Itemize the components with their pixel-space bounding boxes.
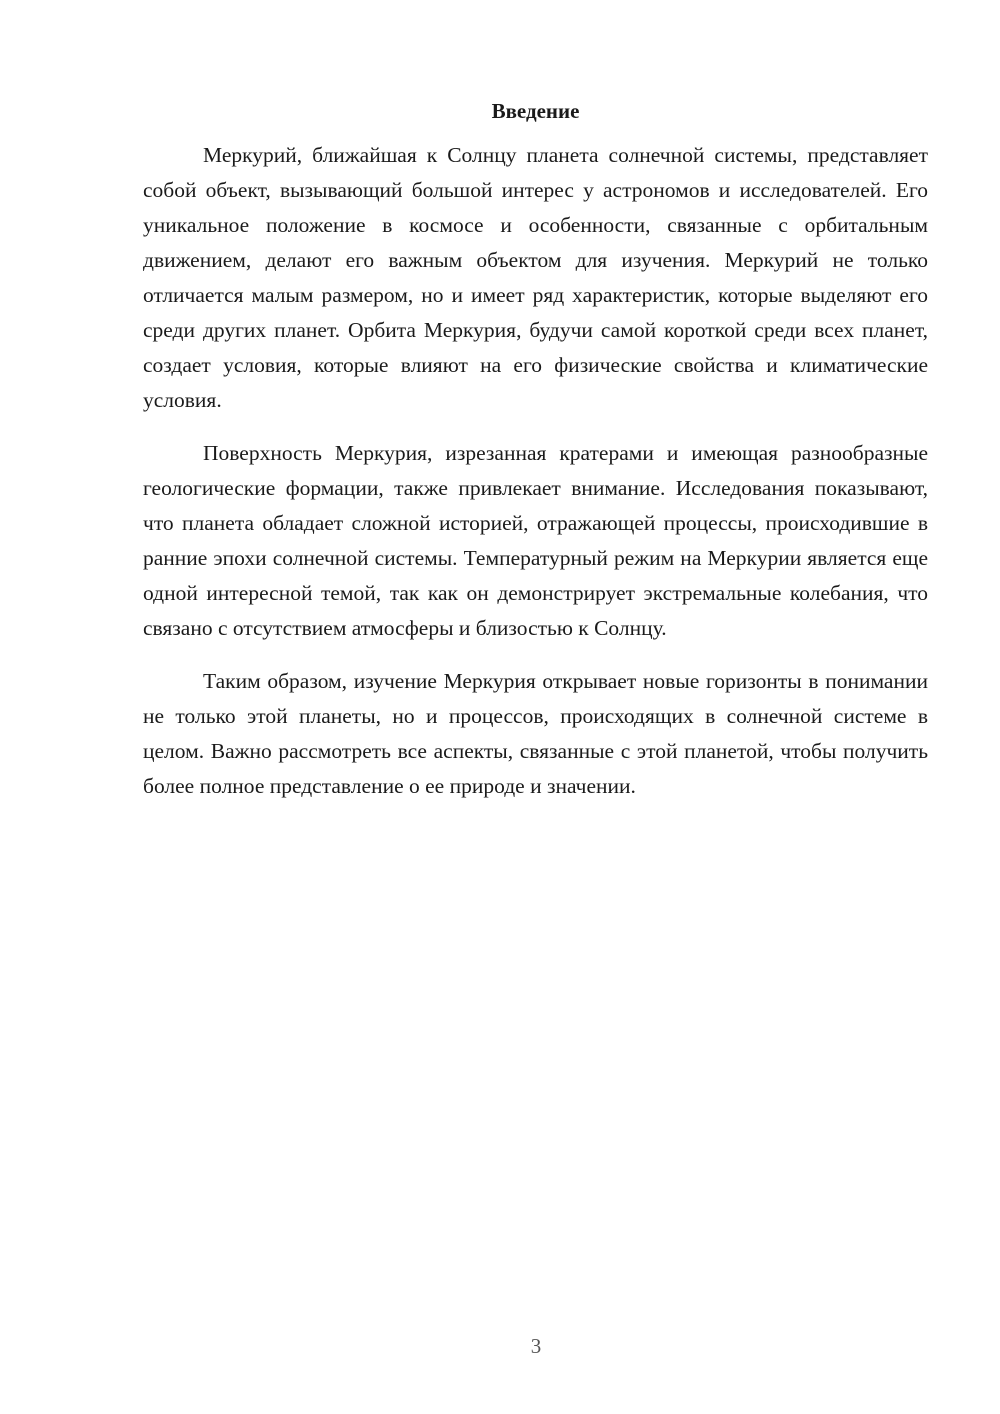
paragraph-3: Таким образом, изучение Меркурия открывает новые горизонты в понимании не только этой планеты, но и процессов, происходящих в солнечной системе в целом. Важно рассмотреть все аспекты, связанные с этой планетой, чтобы получить более полное представление о ее природе и значении.	[143, 669, 928, 798]
section-heading: Введение	[491, 99, 580, 123]
paragraph-2: Поверхность Меркурия, изрезанная кратерами и имеющая разнообразные геологические формации, также привлекает внимание. Исследования показывают, что планета обладает сложной историей, отражающей процессы, происходившие в ранние эпохи солнечной системы. Температурный режим на Меркурии является еще одной интересной темой, так как он демонстрирует экстремальные колебания, что связано с отсутствием атмосферы и близостью к Солнцу.	[143, 441, 928, 640]
page-number: 3	[530, 1334, 542, 1358]
page-content	[143, 96, 928, 822]
paragraph-1: Меркурий, ближайшая к Солнцу планета солнечной системы, представляет собой объект, вызывающий большой интерес у астрономов и исследователей. Его уникальное положение в космосе и особенности, связанные с орбитальным движением, делают его важным объектом для изучения. Меркурий не только отличается малым размером, но и имеет ряд характеристик, которые выделяют его среди других планет. Орбита Меркурия, будучи самой короткой среди всех планет, создает условия, которые влияют на его физические свойства и климатические условия.	[143, 143, 928, 412]
